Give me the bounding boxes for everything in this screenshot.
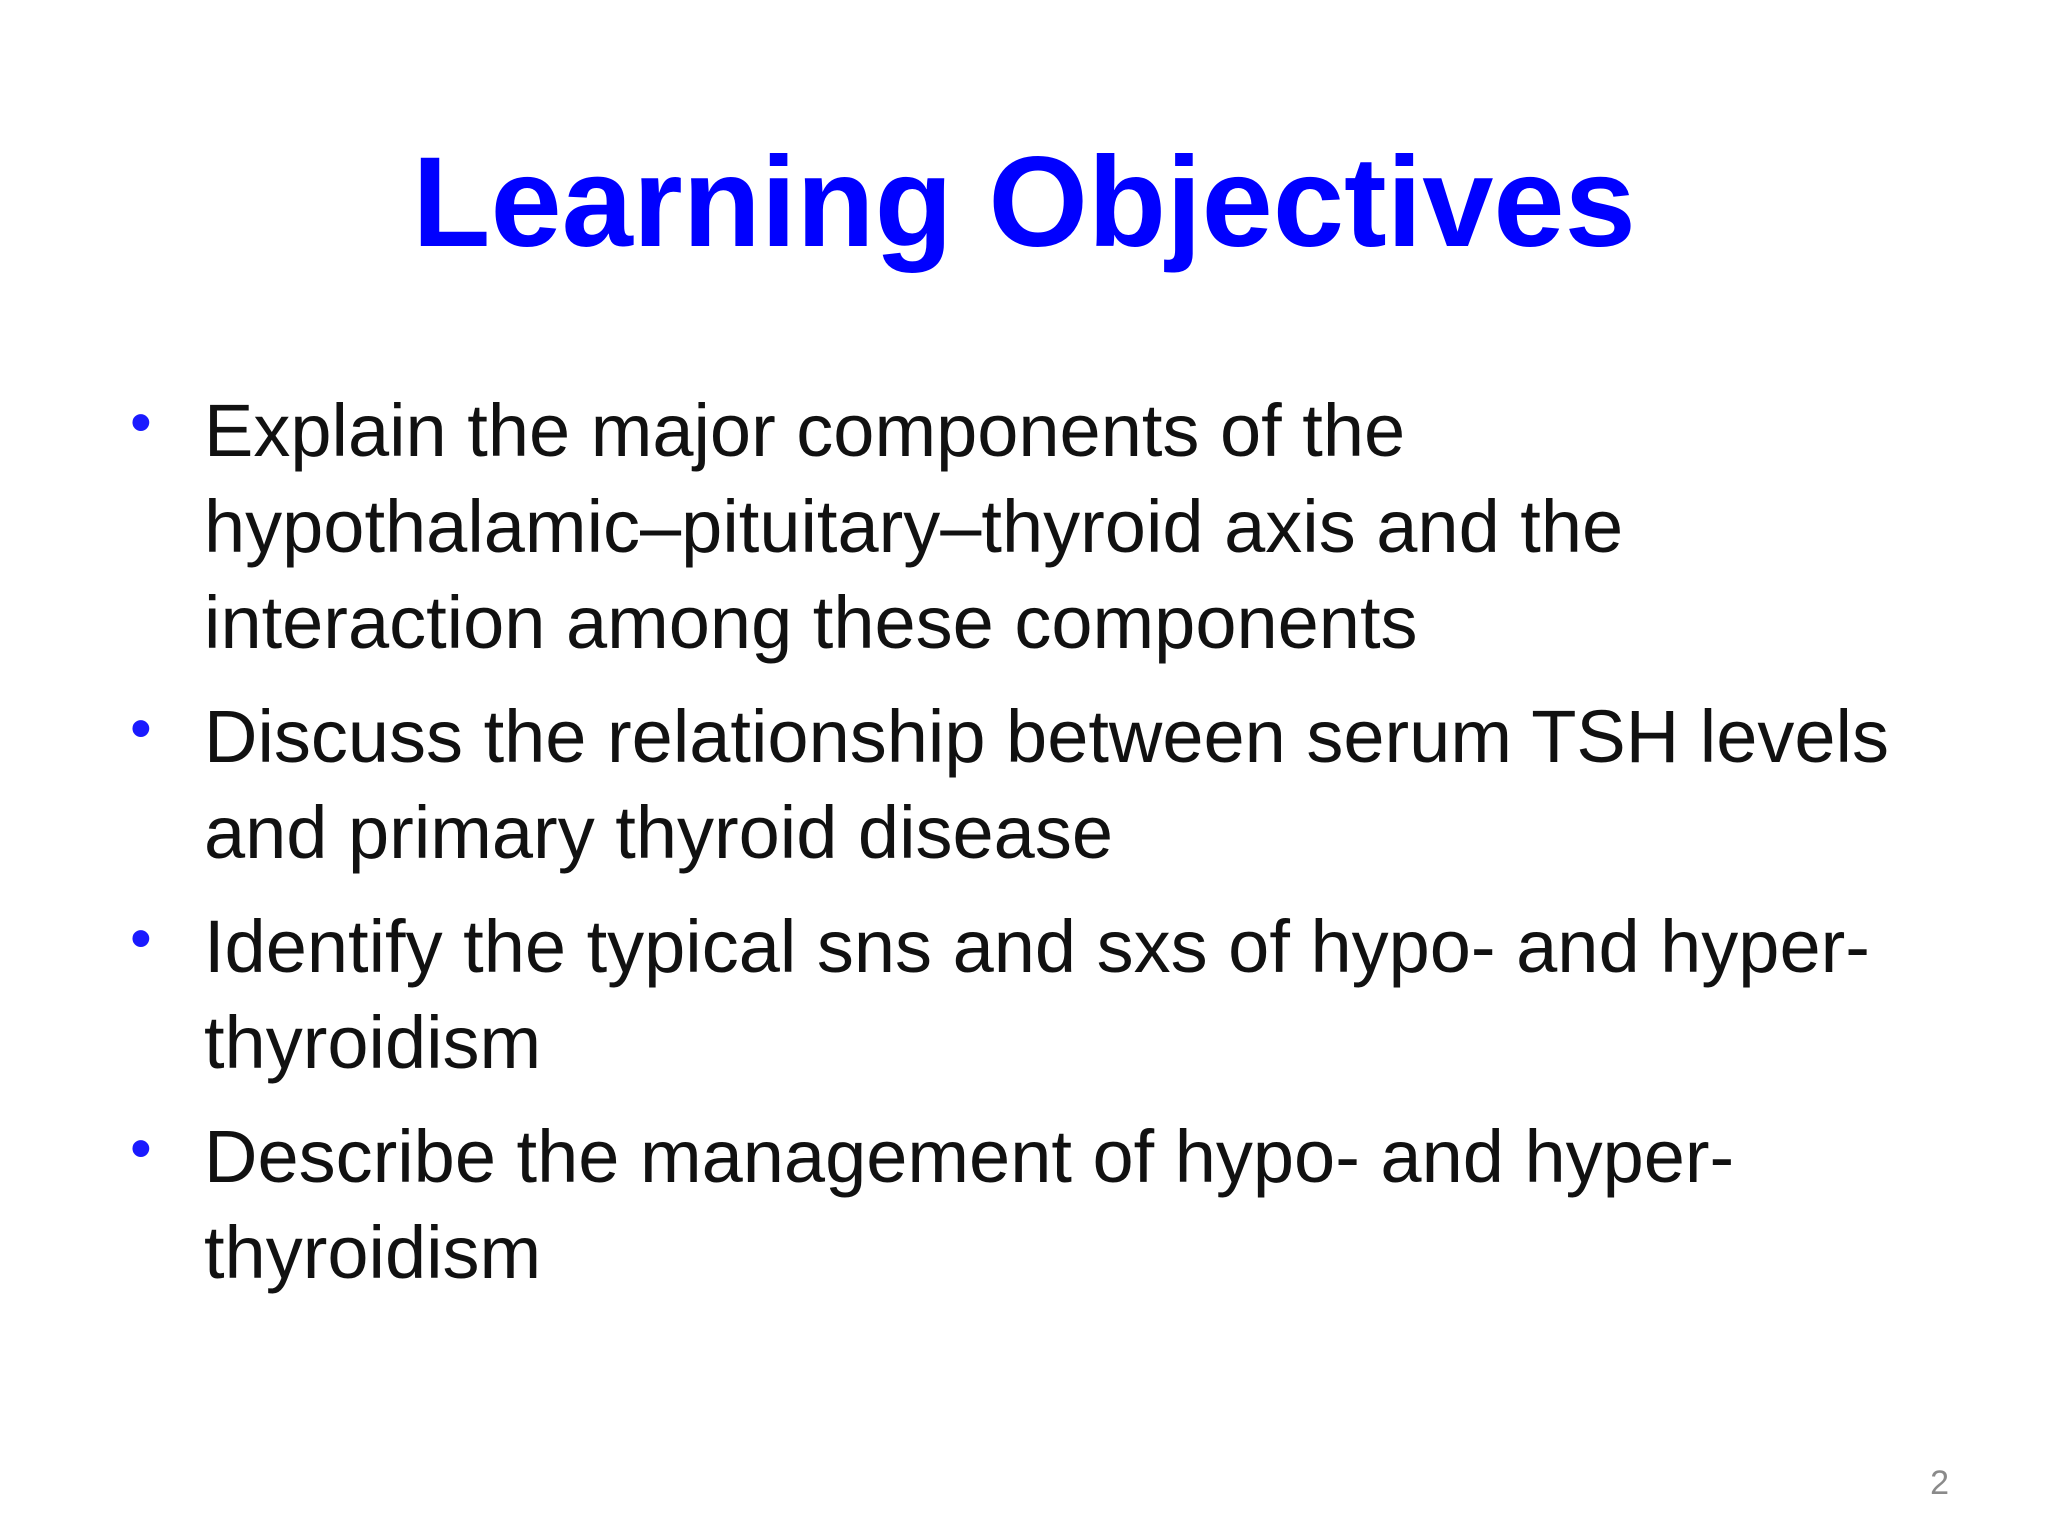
objectives-list: [130, 383, 1890, 1319]
bullet-icon: •: [130, 1114, 152, 1183]
objective-text-1: Explain the major components of the hypothalamic–pituitary–thyroid axis and the interaction among these components: [204, 389, 1624, 664]
slide-title: Learning Objectives: [412, 131, 1636, 274]
bullet-icon: •: [130, 388, 152, 457]
bullet-icon: •: [130, 694, 152, 763]
objective-item-3: [130, 899, 1890, 1091]
objective-text-2: Discuss the relationship between serum TSH levels and primary thyroid disease: [204, 695, 1889, 874]
objective-item-1: [130, 383, 1890, 671]
objective-text-4: Describe the management of hypo- and hyper-thyroidism: [204, 1115, 1735, 1294]
page-number: 2: [1930, 1464, 1949, 1502]
objective-text-3: Identify the typical sns and sxs of hypo- and hyper-thyroidism: [204, 905, 1870, 1084]
objective-item-4: [130, 1109, 1890, 1301]
bullet-icon: •: [130, 904, 152, 973]
objective-item-2: [130, 689, 1890, 881]
